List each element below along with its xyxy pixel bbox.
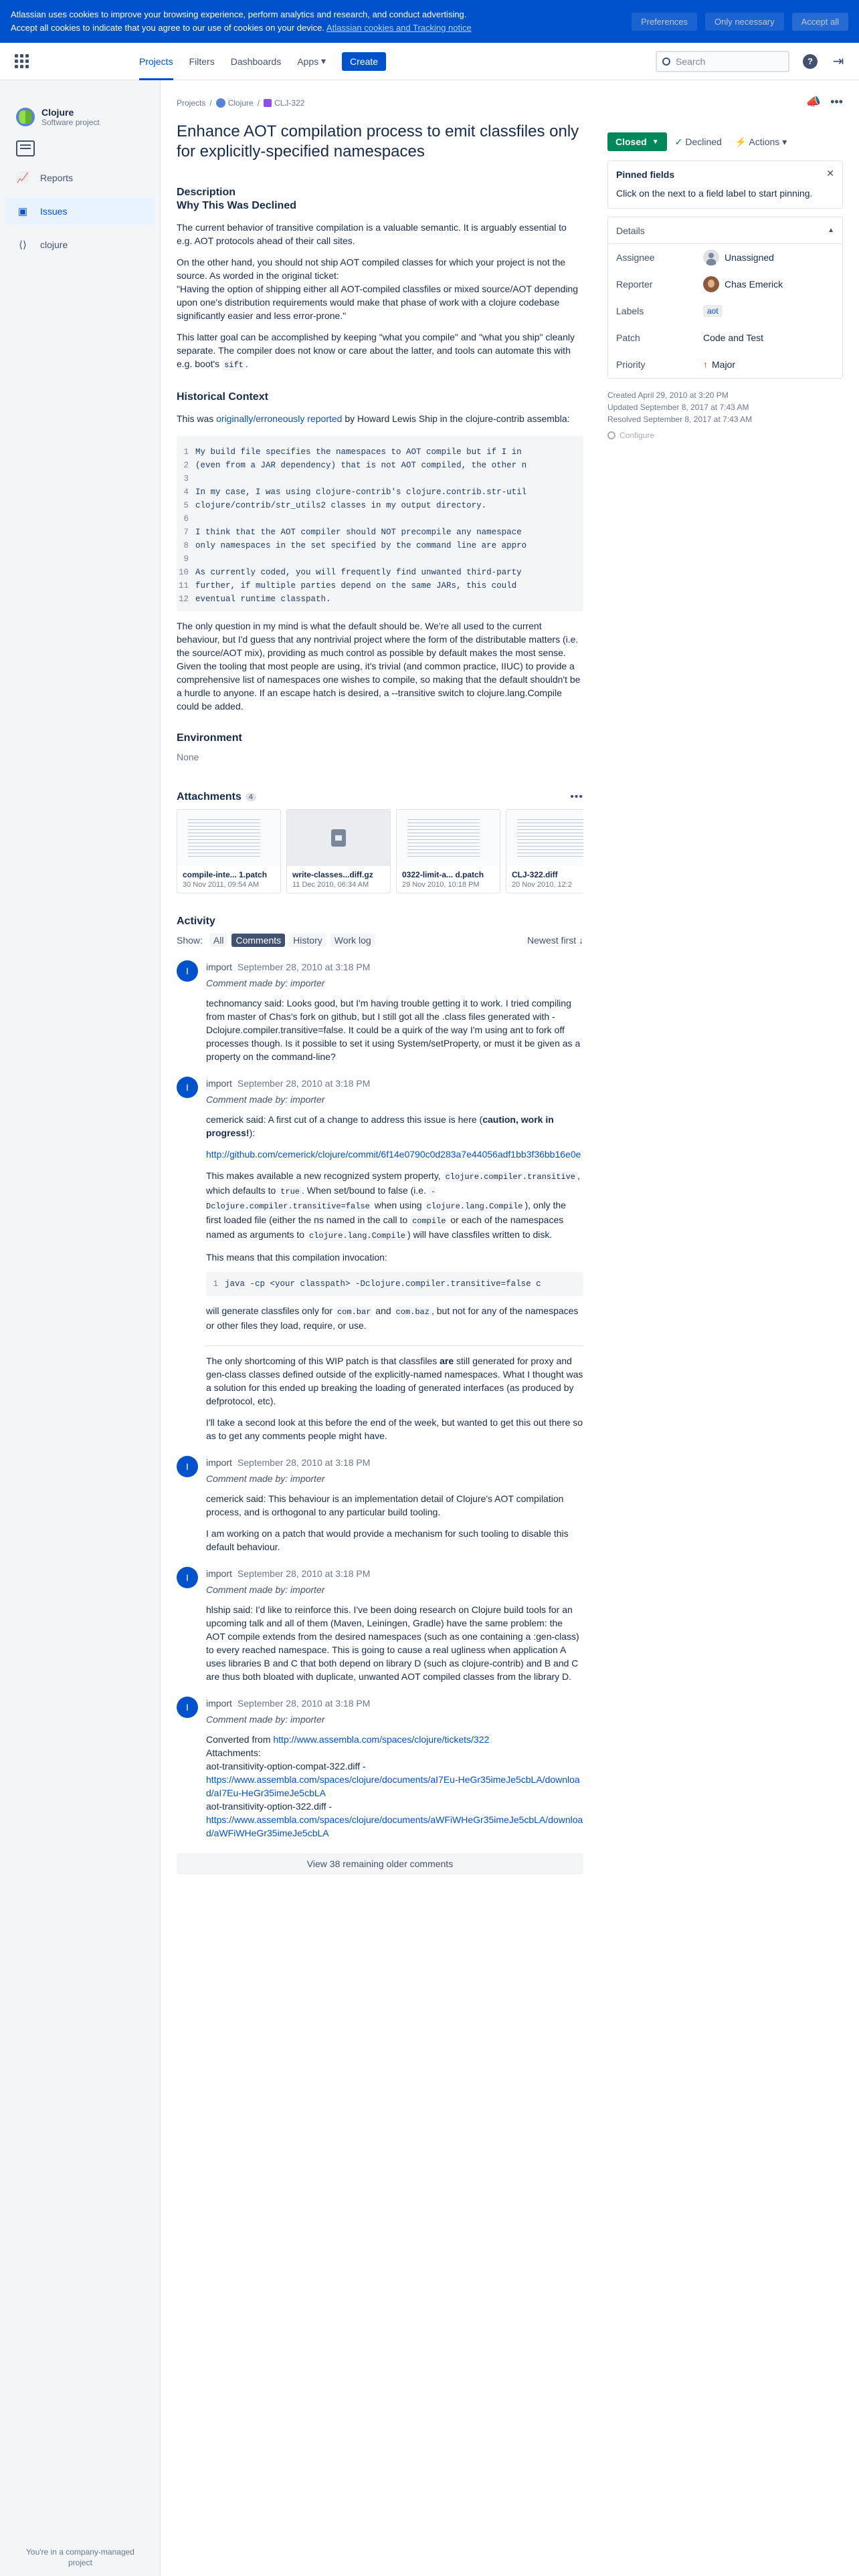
attachments-count: 4 <box>246 793 256 801</box>
breadcrumb: Projects / Clojure / CLJ-322 <box>177 98 305 108</box>
attachments-header <box>177 790 583 804</box>
avatar <box>703 249 719 265</box>
comment <box>177 1077 583 1442</box>
history-intro: This was originally/erroneously reported by Howard Lewis Ship in the clojure-contrib assembla: <box>177 413 570 424</box>
filter-history[interactable]: History <box>289 934 326 947</box>
comment <box>177 960 583 1063</box>
activity-heading: Activity <box>177 916 215 927</box>
code-line <box>177 445 583 459</box>
field-label: Assignee <box>616 252 655 263</box>
avatar: I <box>177 1077 198 1098</box>
comment-date: September 28, 2010 at 3:18 PM <box>237 962 371 972</box>
sidebar-item-clojure[interactable] <box>5 231 155 258</box>
attachment-card[interactable] <box>286 809 391 893</box>
nav-filters[interactable]: Filters <box>189 56 215 67</box>
code-line: java -cp <your classpath> -Dclojure.compiler.transitive=false c <box>225 1279 541 1289</box>
show-label: Show: <box>177 935 203 946</box>
why-paragraph-3: This latter goal can be accomplished by keeping "what you compile" and "what you ship" cleanly separate. The compiler does not know or care about the latter, and tools can automate this with e.g. boot's sift . <box>177 332 575 370</box>
comment <box>177 1697 583 1840</box>
comment-link-paragraph <box>206 1148 583 1161</box>
line-number: 8 <box>183 541 189 550</box>
avatar: I <box>177 1567 198 1588</box>
line-number: 3 <box>183 474 189 484</box>
details-header[interactable] <box>608 217 842 244</box>
code-line <box>177 539 583 552</box>
field-label: Reporter <box>616 279 653 290</box>
search-input[interactable] <box>656 51 789 72</box>
why-paragraph-2: On the other hand, you should not ship AOT compiled classes for which your project is not the source. As worded in the original ticket: "Having the option of shipping either all AOT-compiled classfiles or mixed source/AOT depending upon one's distribution requirements would make that phase of work with a clojure codebase significantly easier and less error-prone." <box>177 257 579 321</box>
chevron-down-icon: ▾ <box>782 136 787 147</box>
attachment-name: 0322-limit-a... d.patch <box>402 870 484 879</box>
code-text: My build file specifies the namespaces to AOT compile but if I in <box>195 447 522 457</box>
nav-dashboards[interactable]: Dashboards <box>230 56 282 67</box>
activity-filter-row <box>177 934 583 947</box>
filter-work-log[interactable]: Work log <box>330 934 375 947</box>
description[interactable] <box>177 186 583 764</box>
attachment-name: write-classes...diff.gz <box>292 870 373 879</box>
pinned-fields-panel <box>607 160 843 209</box>
details-panel <box>607 217 843 379</box>
more-icon[interactable]: ••• <box>570 791 583 802</box>
line-number: 11 <box>178 581 189 591</box>
file-icon <box>287 810 390 866</box>
line-number: 6 <box>183 514 189 524</box>
attachment-name: compile-inte... 1.patch <box>183 870 268 879</box>
help-icon[interactable]: ? <box>803 54 818 69</box>
sidebar-item-label: Reports <box>40 173 74 183</box>
sidebar-item-label: clojure <box>40 239 68 250</box>
issue-dates <box>607 389 843 425</box>
field-label: Patch <box>616 332 640 343</box>
sidebar-item-issues[interactable] <box>5 198 155 225</box>
comment-author[interactable]: import <box>206 1698 232 1709</box>
avatar: I <box>177 1697 198 1718</box>
sidebar <box>0 80 161 2576</box>
historical-context-heading: Historical Context <box>177 391 268 403</box>
attachment-thumbnail <box>506 810 583 866</box>
resolved-date: Resolved September 8, 2017 at 7:43 AM <box>607 415 753 424</box>
project-name: Clojure <box>41 107 74 118</box>
accept-all-button[interactable]: Accept all <box>792 13 848 31</box>
project-avatar <box>16 108 35 126</box>
status-label: Closed <box>615 136 647 147</box>
chevron-down-icon: ▾ <box>321 56 326 66</box>
code-text: In my case, I was using clojure-contrib's clojure.contrib.str-util <box>195 488 527 497</box>
attachment-date: 20 Nov 2010, 12:2 <box>512 881 572 889</box>
field-value: Code and Test <box>703 332 764 343</box>
comment-text: technomancy said: Looks good, but I'm having trouble getting it to work. I tried compiling from master of Chas's fork on github, but I still got all the .class files generated with -Dclojure.compiler.transitive=false. It could be a quirk of the way I'm using ant to fork off processes though. Is it possible to set it using System/setProperty, or must it be given as a property on the command-line? <box>206 998 581 1062</box>
attachment-card[interactable] <box>177 809 281 893</box>
line-number: 5 <box>183 501 189 510</box>
top-navigation <box>0 43 859 80</box>
issue-sidebar-panel <box>607 94 843 440</box>
comment-date: September 28, 2010 at 3:18 PM <box>237 1698 371 1709</box>
more-icon[interactable]: ••• <box>830 94 843 108</box>
view-older-comments-button[interactable]: View 38 remaining older comments <box>177 1853 583 1874</box>
issue-main <box>177 94 583 1874</box>
field-value: Major <box>712 359 736 370</box>
code-text: (even from a JAR dependency) that is not AOT compiled, the other n <box>195 461 527 470</box>
line-number: 2 <box>183 461 189 470</box>
comment-author[interactable]: import <box>206 1457 232 1468</box>
comment-text: This makes available a new recognized system property, clojure.compiler.transitive , which defaults to true . When set/bound to false (i.e. -Dclojure.compiler.transitive=false when using clojure.lang.Compile ), only the first loaded file (either the ns named in the call to compile or each of the namespaces named as arguments to clojure.lang.Compile ) will have classfiles written to disk. <box>206 1170 580 1241</box>
sidebar-item-reports[interactable] <box>5 165 155 191</box>
status-button[interactable] <box>607 132 667 151</box>
inline-code: sift <box>222 360 246 370</box>
history-code-block <box>177 436 583 611</box>
filter-comments[interactable]: Comments <box>231 934 285 947</box>
attachment-thumbnail <box>397 810 500 866</box>
attachments-heading: Attachments <box>177 791 242 802</box>
sidebar-footer: You're in a company-managed project <box>26 2547 134 2567</box>
feedback-icon[interactable]: 📣 <box>805 94 822 108</box>
comment-text: cemerick said: This behaviour is an implementation detail of Clojure's AOT compilation process, and is orthogonal to any particular build tooling. <box>206 1493 564 1517</box>
attachment-date: 30 Nov 2011, 09:54 AM <box>183 881 260 889</box>
comment-code-block: 1 java -cp <your classpath> -Dclojure.compiler.transitive=false c <box>206 1272 583 1296</box>
project-header[interactable] <box>0 80 160 140</box>
close-icon[interactable]: ✕ <box>826 168 834 179</box>
attachment-card[interactable] <box>506 809 583 893</box>
search-icon <box>662 58 670 66</box>
attachment-link-1[interactable]: https://www.assembla.com/spaces/clojure/documents/aI7Eu-HeGr35imeJe5cbLA/download/aI7Eu-HeGr35imeJe5cbLA <box>206 1774 580 1798</box>
nav-projects[interactable]: Projects <box>139 43 173 80</box>
configure-label: Configure <box>619 431 655 440</box>
field-reporter[interactable] <box>608 271 842 298</box>
comment-made-by: Comment made by: importer <box>206 1094 325 1105</box>
github-commit-link[interactable]: http://github.com/cemerick/clojure/commit/6f14e0790c0d283a7e44056adf1bb3f36bb16e0e <box>206 1149 581 1160</box>
originally-reported-link[interactable]: originally/erroneously reported <box>216 413 343 424</box>
comment-text: will generate classfiles only for com.bar and com.baz , but not for any of the namespaces or other files they load, require, or use. <box>206 1305 579 1331</box>
attachment-thumbnail <box>177 810 280 866</box>
comment-text: cemerick said: A first cut of a change to address this issue is here (caution, work in progress!): <box>206 1114 554 1138</box>
pinned-fields-heading: Pinned fields <box>616 169 675 180</box>
field-label: Priority <box>616 359 646 370</box>
code-text: I think that the AOT compiler should NOT precompile any namespace <box>195 528 522 537</box>
comment-text: This means that this compilation invocation: <box>206 1252 387 1263</box>
code-line <box>177 593 583 606</box>
cookie-banner <box>0 0 859 43</box>
avatar <box>703 276 719 292</box>
project-type: Software project <box>41 118 100 127</box>
code-line <box>177 566 583 579</box>
issue-top-actions <box>806 94 843 110</box>
comment <box>177 1567 583 1683</box>
line-number: 12 <box>178 595 189 604</box>
attachment-date: 29 Nov 2010, 10:18 PM <box>402 881 480 889</box>
nav-apps[interactable] <box>297 43 326 80</box>
comment-author[interactable]: import <box>206 962 232 972</box>
create-button[interactable]: Create <box>342 52 386 71</box>
field-patch[interactable] <box>608 324 842 351</box>
comment-date: September 28, 2010 at 3:18 PM <box>237 1078 371 1089</box>
comment-made-by: Comment made by: importer <box>206 1714 325 1725</box>
breadcrumb-project[interactable]: Clojure <box>227 98 254 108</box>
cookie-notice-link[interactable]: Atlassian cookies and Tracking notice <box>326 23 472 33</box>
check-icon: ✓ <box>674 136 683 147</box>
line-number: 4 <box>183 488 189 497</box>
description-heading: Description <box>177 187 236 198</box>
comment-text: I'll take a second look at this before the end of the week, but wanted to get this out there so as to get any comments people might have. <box>206 1417 583 1441</box>
avatar: I <box>177 1456 198 1477</box>
lightning-icon: ⚡ <box>735 136 747 147</box>
why-paragraph-1: The current behavior of transitive compilation is a valuable semantic. It is arguably essential to e.g. AOT protocols ahead of their call sites. <box>177 222 567 246</box>
code-text: further, if multiple parties depend on the same JARs, this could <box>195 581 522 591</box>
updated-date: Updated September 8, 2017 at 7:43 AM <box>607 403 749 412</box>
comment-text: The only shortcoming of this WIP patch is that classfiles are still generated for proxy and gen-class classes defined outside of the explicitly-named namespaces. What I thought was a solution for this ended up breaking the loading of generated interfaces (as produced by defprotocol, etc). <box>206 1356 583 1406</box>
issue-type-icon <box>264 99 272 107</box>
history-paragraph-2: The only question in my mind is what the default should be. We're all used to the current behaviour, but I'd guess that any nontrivial project where the form of the distributable matters (i.e. the source/AOT mix), providing as much control as possible by default makes the most sense. Given the tooling that most people are using, it's trivial (and common practice, IIUC) to provide a comprehensive list of namespaces one wishes to compile, so making that the default shouldn't be a hurdle to anyone. If an escape hatch is desired, a --transitive switch to clojure.lang.Compile could be added. <box>177 621 581 712</box>
code-line <box>177 499 583 512</box>
code-icon: ⟨⟩ <box>19 239 27 251</box>
breadcrumb-projects[interactable]: Projects <box>177 98 206 108</box>
chevron-down-icon: ▼ <box>652 138 659 146</box>
pinned-fields-text: Click on the next to a field label to start pinning. <box>616 188 813 199</box>
comment-date: September 28, 2010 at 3:18 PM <box>237 1457 371 1468</box>
search-placeholder: Search <box>676 56 706 67</box>
field-priority[interactable] <box>608 351 842 378</box>
code-line <box>177 579 583 593</box>
issues-icon: ▣ <box>17 206 28 217</box>
preferences-button[interactable]: Preferences <box>632 13 697 31</box>
breadcrumb-issue[interactable]: CLJ-322 <box>274 98 305 108</box>
configure-button[interactable] <box>607 431 843 440</box>
issue-title[interactable]: Enhance AOT compilation process to emit classfiles only for explicitly-specified namespaces <box>177 122 579 160</box>
line-number: 10 <box>178 568 189 577</box>
avatar: I <box>177 960 198 982</box>
environment-heading: Environment <box>177 732 242 744</box>
attachment-date: 11 Dec 2010, 06:34 AM <box>292 881 369 889</box>
comment <box>177 1456 583 1553</box>
comment-made-by: Comment made by: importer <box>206 1584 325 1595</box>
sort-order-button[interactable]: Newest first ↓ <box>527 935 583 946</box>
code-text: As currently coded, you will frequently find unwanted third-party <box>195 568 522 577</box>
environment-value: None <box>177 752 199 762</box>
created-date: Created April 29, 2010 at 3:20 PM <box>607 391 729 400</box>
field-value: Unassigned <box>725 252 774 263</box>
board-icon[interactable] <box>16 140 35 156</box>
field-label: Labels <box>616 306 644 316</box>
line-number: 1 <box>183 447 189 457</box>
only-necessary-button[interactable]: Only necessary <box>705 13 784 31</box>
attachment-link-2[interactable]: https://www.assembla.com/spaces/clojure/documents/aWFiWHeGr35imeJe5cbLA/download/aWFiWHeGr35imeJe5cbLA <box>206 1814 583 1838</box>
why-declined-heading: Why This Was Declined <box>177 200 296 211</box>
assembla-ticket-link[interactable]: http://www.assembla.com/spaces/clojure/tickets/322 <box>273 1734 490 1745</box>
chart-icon: 📈 <box>16 173 29 184</box>
chevron-up-icon: ▲ <box>828 227 834 234</box>
code-line <box>177 472 583 486</box>
attachments-strip <box>177 809 583 893</box>
comment-date: September 28, 2010 at 3:18 PM <box>237 1568 371 1579</box>
line-number: 7 <box>183 528 189 537</box>
cookie-text <box>11 8 624 35</box>
comment-author[interactable]: import <box>206 1078 232 1089</box>
cookie-text-line1: Atlassian uses cookies to improve your browsing experience, perform analytics and research, and conduct advertising. <box>11 9 467 19</box>
details-heading: Details <box>616 225 645 236</box>
code-line <box>177 526 583 539</box>
comment-text: hlship said: I'd like to reinforce this. I've been doing research on Clojure build tools for an upcoming talk and all of them (Maven, Leiningen, Gradle) have the same problem: the AOT compile extends from the desired namespaces (such as one containing a :gen-class) to every reached namespace. This is going to cause a real ugliness when application A uses libraries B and C that both depend on library D (such as clojure-contrib) and B and C are thus both bloated with duplicate, unwanted AOT compiled classes from the library D. <box>206 1604 579 1682</box>
comment-author[interactable]: import <box>206 1568 232 1579</box>
comment-text: I am working on a patch that would provide a mechanism for such tooling to disable this default behaviour. <box>206 1528 569 1552</box>
gear-icon <box>607 431 615 439</box>
attachment-card[interactable] <box>396 809 500 893</box>
priority-arrow-icon: ↑ <box>703 359 708 370</box>
code-text: eventual runtime classpath. <box>195 595 331 604</box>
resolution: ✓ Declined <box>674 136 722 147</box>
code-text: only namespaces in the set specified by the command line are appro <box>195 541 527 550</box>
comment-text: Converted from http://www.assembla.com/spaces/clojure/tickets/322 Attachments: aot-transitivity-option-compat-322.diff - https://www.assembla.com/spaces/clojure/documents/aI7Eu-HeGr35imeJe5cbLA/download/aI7Eu-HeGr35imeJe5cbLA aot-transitivity-option-322.diff - https://www.assembla.com/spaces/clojure/documents/aWFiWHeGr35imeJe5cbLA/download/aWFiWHeGr35imeJe5cbLA <box>206 1734 583 1838</box>
code-line <box>177 459 583 472</box>
field-value: Chas Emerick <box>725 279 783 290</box>
field-labels[interactable] <box>608 298 842 324</box>
status-row <box>607 131 843 152</box>
actions-button[interactable]: ⚡ Actions ▾ <box>735 136 787 147</box>
comment-made-by: Comment made by: importer <box>206 978 325 988</box>
filter-all[interactable]: All <box>209 934 228 947</box>
login-icon[interactable]: ⇥ <box>832 54 844 69</box>
cookie-text-line2: Accept all cookies to indicate that you agree to our use of cookies on your device. <box>11 23 324 33</box>
sidebar-item-label: Issues <box>40 206 68 217</box>
code-line <box>177 512 583 526</box>
line-number: 9 <box>183 554 189 564</box>
code-text: clojure/contrib/str_utils2 classes in my output directory. <box>195 501 487 510</box>
field-assignee[interactable] <box>608 244 842 271</box>
code-line <box>177 552 583 566</box>
label-chip[interactable]: aot <box>703 305 723 317</box>
nav-apps-label: Apps <box>297 56 319 67</box>
attachment-name: CLJ-322.diff <box>512 870 558 879</box>
comment-made-by: Comment made by: importer <box>206 1473 325 1484</box>
code-line <box>177 486 583 499</box>
project-icon <box>216 98 225 108</box>
app-switcher-icon[interactable] <box>13 53 29 70</box>
